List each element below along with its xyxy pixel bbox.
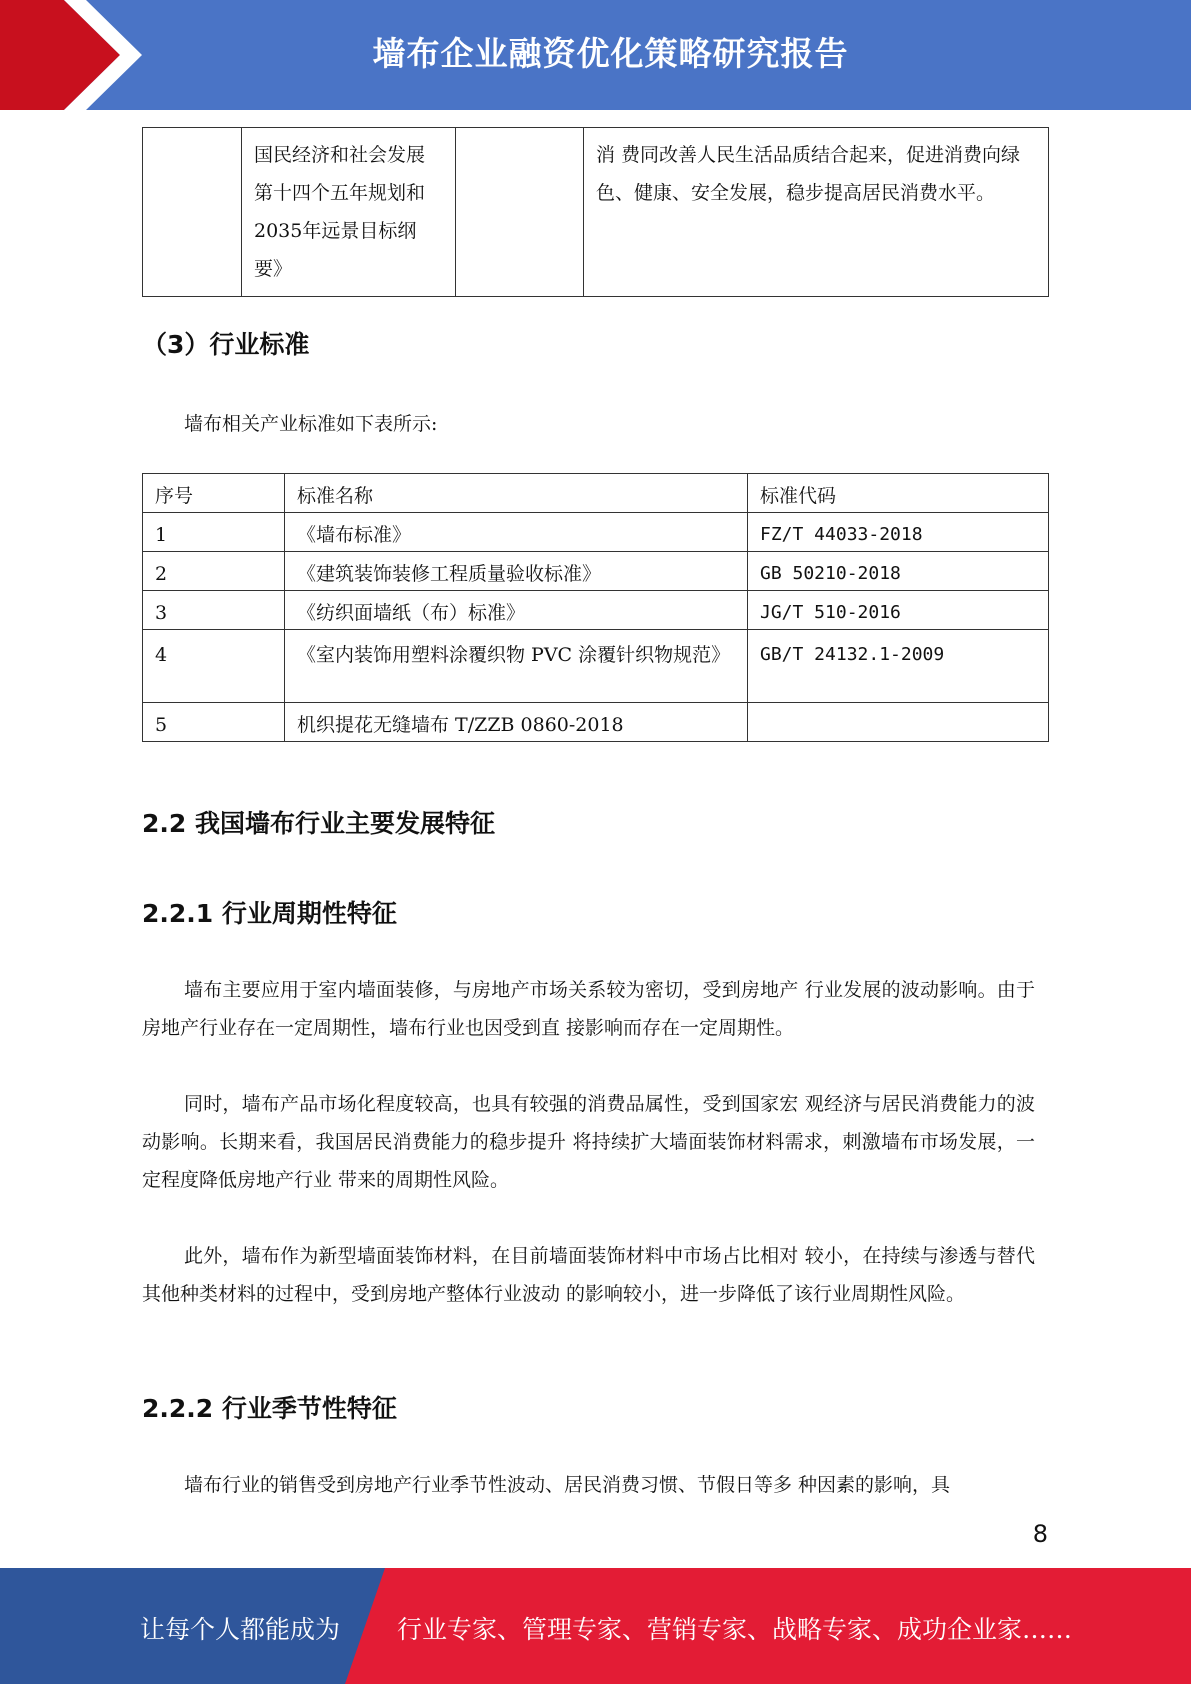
table-cell: 国民经济和社会发展第十四个五年规划和2035年远景目标纲要》 — [242, 128, 456, 297]
table-cell: 《室内装饰用塑料涂覆织物 PVC 涂覆针织物规范》 — [285, 630, 748, 703]
table-cell: 《建筑装饰装修工程质量验收标准》 — [285, 552, 748, 591]
column-header: 标准代码 — [748, 474, 1049, 513]
section-heading: （3）行业标准 — [142, 330, 310, 359]
footer-slogan-left: 让每个人都能成为 — [140, 1615, 341, 1644]
table-cell: GB/T 24132.1-2009 — [748, 630, 1049, 703]
body-paragraph: 墙布行业的销售受到房地产行业季节性波动、居民消费习惯、节假日等多 种因素的影响，具 — [184, 1474, 951, 1496]
column-header: 序号 — [143, 474, 285, 513]
page-footer — [0, 1568, 1191, 1684]
page-header — [0, 0, 1191, 110]
column-header: 标准名称 — [285, 474, 748, 513]
table-cell: GB 50210-2018 — [748, 552, 1049, 591]
table-cell: 《墙布标准》 — [285, 513, 748, 552]
page-number: 8 — [1032, 1520, 1048, 1548]
table-row — [143, 703, 1049, 742]
policy-table-continuation — [142, 127, 1049, 297]
report-title: 墙布企业融资优化策略研究报告 — [372, 34, 849, 73]
table-cell: 机织提花无缝墙布 T/ZZB 0860-2018 — [285, 703, 748, 742]
standards-table — [142, 473, 1049, 742]
body-paragraph: 墙布主要应用于室内墙面装修，与房地产市场关系较为密切，受到房地产 行业发展的波动影响。由于房地产行业存在一定周期性，墙布行业也因受到直 接影响而存在一定周期性。 — [142, 979, 1035, 1039]
table-cell: 消 费同改善人民生活品质结合起来，促进消费向绿 色、健康、安全发展，稳步提高居民消费水平。 — [584, 128, 1049, 297]
section-heading: 2.2 我国墙布行业主要发展特征 — [142, 809, 495, 838]
table-cell: FZ/T 44033-2018 — [748, 513, 1049, 552]
table-cell: 5 — [143, 703, 285, 742]
table-row — [143, 591, 1049, 630]
table-row — [143, 630, 1049, 703]
table-cell — [456, 128, 584, 297]
body-paragraph: 同时，墙布产品市场化程度较高，也具有较强的消费品属性，受到国家宏 观经济与居民消费能力的波动影响。长期来看，我国居民消费能力的稳步提升 将持续扩大墙面装饰材料需求，刺激墙布市场发展，一定程度降低房地产行业 带来的周期性风险。 — [142, 1093, 1035, 1191]
table-header-row — [143, 474, 1049, 513]
table-row — [143, 513, 1049, 552]
table-cell: 3 — [143, 591, 285, 630]
section-heading: 2.2.2 行业季节性特征 — [142, 1394, 397, 1423]
table-cell: JG/T 510-2016 — [748, 591, 1049, 630]
table-cell — [748, 703, 1049, 742]
table-cell: 《纺织面墙纸（布）标准》 — [285, 591, 748, 630]
table-cell — [143, 128, 242, 297]
table-row — [143, 552, 1049, 591]
table-cell: 4 — [143, 630, 285, 703]
table-cell: 1 — [143, 513, 285, 552]
section-heading: 2.2.1 行业周期性特征 — [142, 899, 397, 928]
footer-slogan-right: 行业专家、管理专家、营销专家、战略专家、成功企业家…… — [397, 1615, 1073, 1644]
body-paragraph: 此外，墙布作为新型墙面装饰材料，在目前墙面装饰材料中市场占比相对 较小，在持续与渗透与替代其他种类材料的过程中，受到房地产整体行业波动 的影响较小，进一步降低了该行业周期性风险。 — [142, 1245, 1035, 1305]
table-cell: 2 — [143, 552, 285, 591]
intro-paragraph: 墙布相关产业标准如下表所示: — [184, 413, 438, 435]
